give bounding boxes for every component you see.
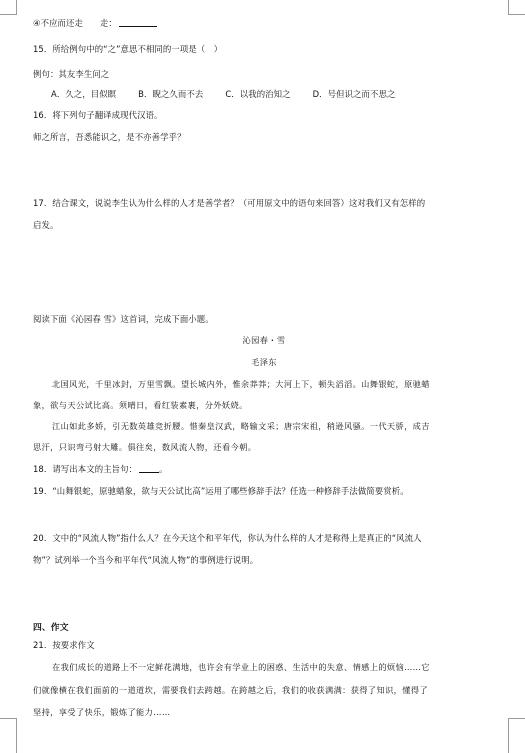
poem-author: 毛泽东	[251, 357, 277, 367]
q16-stem: 16．将下列句子翻译成现代汉语。	[33, 110, 163, 120]
crop-mark-top-left-vertical	[16, 0, 17, 15]
reading-intro: 阅读下面《沁园春 雪》这首词，完成下面小题。	[33, 314, 214, 324]
q15-option-b: B．睨之久而不去	[138, 89, 204, 99]
crop-mark-top-right	[509, 14, 525, 15]
q20-line-1: 20．文中的“风流人物”指什么人？在今天这个和平年代，你认为什么样的人才是称得上是真正的“风流人	[33, 533, 422, 543]
q18-period: 。	[159, 464, 168, 474]
poem-title: 沁园春・雪	[242, 335, 286, 345]
q18-text: 18．请写出本文的主旨句：	[33, 464, 138, 474]
poem-para-1-line-1: 北国风光，千里冰封，万里雪飘。望长城内外，惟余莽莽；大河上下，顿失滔滔。山舞银蛇，原驰蜡	[52, 379, 430, 389]
crop-mark-bottom-right-vertical	[508, 718, 509, 753]
answer-blank[interactable]	[119, 17, 157, 27]
q14-item-text: ④不应而还走 走：	[33, 18, 117, 28]
q15-example: 例句：其友李生问之	[33, 69, 110, 79]
q16-sentence: 师之所言，吾悉能识之，是不亦善学乎？	[33, 132, 186, 142]
crop-mark-bottom-left	[0, 718, 16, 719]
q15-option-d: D．号但识之而不思之	[312, 89, 396, 99]
poem-para-1-line-2: 象，欲与天公试比高。须晴日，看红装素裹，分外妖娆。	[33, 400, 248, 410]
q15-stem: 15．所给例句中的“之”意思不相同的一项是（ ）	[33, 44, 223, 54]
crop-mark-top-left	[0, 14, 16, 15]
q17-line-1: 17．结合课文，说说李生认为什么样的人才是善学者？（可用原文中的语句来回答）这对我们又有怎样的	[33, 198, 426, 208]
q20-line-2: 物”？试列举一个当今和平年代“风流人物”的事例进行说明。	[33, 555, 259, 565]
poem-para-2-line-2: 思汗，只识弯弓射大雕。俱往矣，数风流人物，还看今朝。	[33, 442, 257, 452]
q19-stem: 19．“山舞银蛇，原驰蜡象，欲与天公试比高”运用了哪些修辞手法？任选一种修辞手法做简要赏析。	[33, 486, 409, 496]
q18-line	[33, 463, 495, 475]
q17-line-2: 启发。	[33, 220, 59, 230]
q15-options	[51, 88, 495, 100]
q15-option-c: C．以我的治知之	[225, 89, 291, 99]
essay-prompt-line-2: 们就像横在我们面前的一道道坎，需要我们去跨越。在跨越之后，我们的收获满满：获得了知识，懂得了	[33, 685, 429, 695]
answer-blank[interactable]	[139, 463, 159, 473]
q14-item-line	[33, 17, 495, 29]
crop-mark-bottom-right	[509, 718, 525, 719]
q21-stem: 21．按要求作文	[33, 640, 95, 650]
essay-prompt-line-3: 坚持，享受了快乐，锻炼了能力……	[33, 707, 171, 717]
crop-mark-top-right-vertical	[508, 0, 509, 15]
q15-option-a: A．久之，目似瞑	[51, 89, 117, 99]
poem-para-2-line-1: 江山如此多娇，引无数英雄竞折腰。惜秦皇汉武，略输文采；唐宗宋祖，稍逊风骚。一代天骄，成吉	[52, 421, 430, 431]
crop-mark-bottom-left-vertical	[16, 718, 17, 753]
section-heading: 四、作文	[33, 623, 69, 633]
essay-prompt-line-1: 在我们成长的道路上不一定鲜花满地，也许会有学业上的困惑、生活中的失意、情感上的烦恼……它	[52, 662, 430, 672]
